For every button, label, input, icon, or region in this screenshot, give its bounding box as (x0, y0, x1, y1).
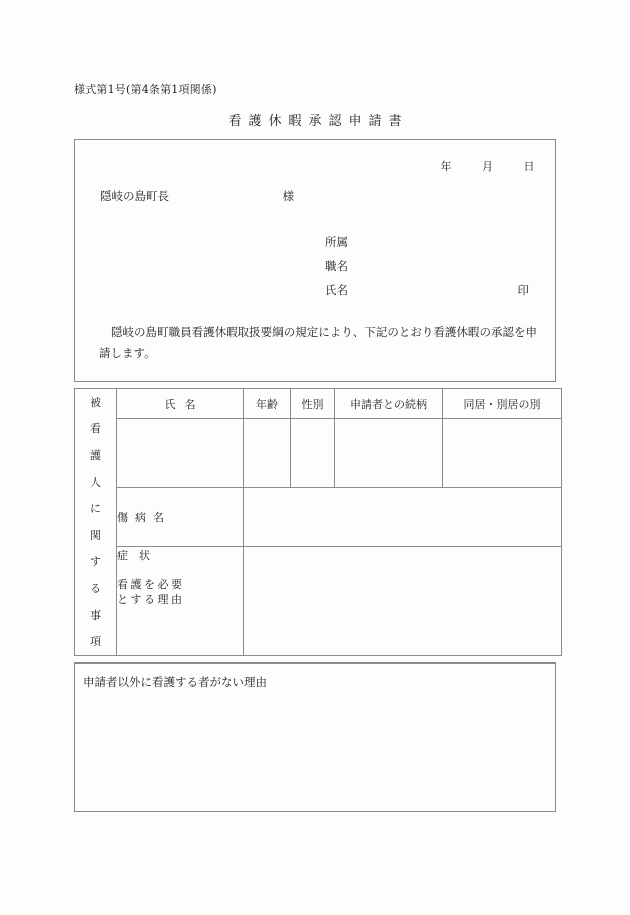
reason-label-line2: とする理由 (117, 592, 185, 606)
vertical-label-char: 人 (90, 475, 101, 489)
input-injury[interactable] (244, 488, 562, 547)
header-age (244, 389, 291, 419)
injury-label: 傷病名 (117, 511, 171, 525)
input-residence[interactable] (443, 419, 562, 488)
applicant-info-block (325, 230, 537, 302)
header-relationship (335, 389, 443, 419)
affiliation-label: 所属 (325, 235, 348, 249)
applicant-affiliation-row (325, 230, 537, 254)
symptom-label-cell (117, 546, 244, 655)
addressee-line (100, 188, 294, 204)
vertical-label-char: に (90, 502, 101, 516)
table-entry-row (75, 419, 562, 488)
injury-label-cell (117, 488, 244, 547)
vertical-label-char: 事 (90, 608, 101, 622)
position-label: 職名 (325, 259, 348, 273)
input-gender[interactable] (291, 419, 335, 488)
applicant-header-box (74, 139, 556, 382)
vertical-label-char: 被 (90, 395, 101, 409)
care-recipient-table (74, 388, 562, 656)
application-statement: 隠岐の島町職員看護休暇取扱要綱の規定により、下記のとおり看護休暇の承認を申請します。 (99, 325, 537, 360)
input-relationship[interactable] (335, 419, 443, 488)
vertical-label-char: 項 (90, 635, 101, 649)
header-name (117, 389, 244, 419)
addressee-honorific: 様 (282, 189, 295, 203)
addressee-name: 隠岐の島町長 (100, 189, 169, 203)
header-gender (291, 389, 335, 419)
applicant-position-row (325, 254, 537, 278)
header-residence-label: 同居・別居の別 (463, 397, 541, 411)
vertical-label-char: 護 (90, 448, 101, 462)
vertical-label-char: す (90, 555, 101, 569)
reason-label-line1: 看護を必要 (117, 577, 185, 591)
symptom-label: 症 状 (117, 548, 150, 562)
symptom-row (75, 546, 562, 655)
no-other-caregiver-box[interactable] (74, 662, 556, 812)
reason-label (117, 577, 243, 607)
vertical-section-label (75, 389, 117, 656)
date-month-label: 月 (482, 160, 494, 173)
header-name-label: 氏名 (164, 397, 205, 411)
table-header-row (75, 389, 562, 419)
input-name[interactable] (117, 419, 244, 488)
vertical-label-char: る (90, 581, 101, 595)
header-relationship-label: 申請者との続柄 (350, 397, 427, 411)
header-residence (443, 389, 562, 419)
form-number: 様式第1号(第4条第1項関係) (74, 83, 217, 96)
date-day-label: 日 (523, 160, 535, 173)
injury-row (75, 488, 562, 547)
applicant-name-row (325, 278, 537, 302)
seal-label: 印 (517, 283, 529, 297)
date-line (441, 158, 536, 174)
header-gender-label: 性別 (301, 397, 324, 411)
page-title: 看護休暇承認申請書 (228, 114, 409, 129)
input-symptom[interactable] (244, 546, 562, 655)
header-age-label: 年齢 (256, 397, 278, 411)
vertical-label-char: 看 (90, 422, 101, 436)
vertical-label-char: 関 (90, 528, 101, 542)
date-year-label: 年 (440, 160, 452, 173)
no-other-caregiver-label: 申請者以外に看護する者がない理由 (83, 675, 267, 689)
input-age[interactable] (244, 419, 291, 488)
name-label: 氏名 (325, 283, 348, 297)
